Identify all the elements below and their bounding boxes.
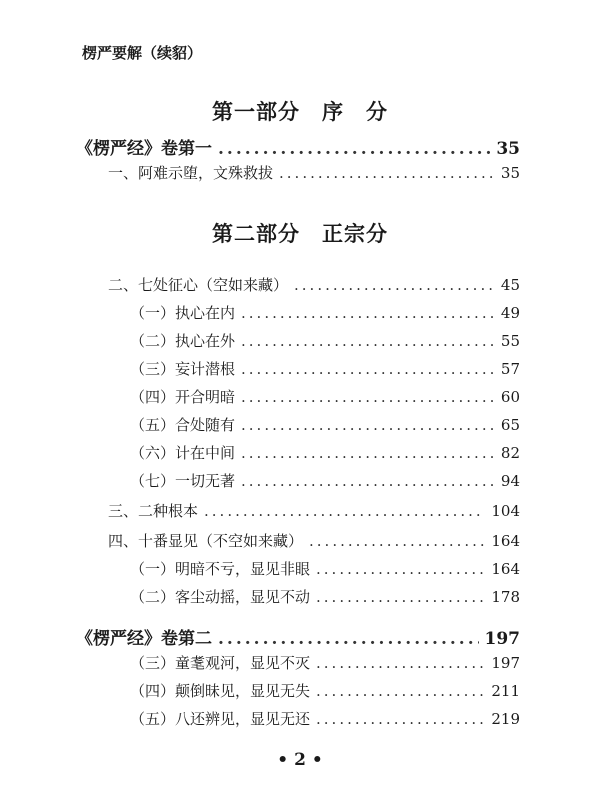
toc-entry-label: 《楞严经》卷第二 [76, 629, 212, 649]
toc-entry-label: （四）颠倒昧见，显见无失 [130, 682, 311, 700]
toc-entry[interactable] [130, 330, 520, 351]
dot-leader [316, 710, 485, 728]
toc-entry-page: 164 [491, 532, 520, 550]
dot-leader [316, 588, 485, 606]
part-title-2: 第二部分 正宗分 [212, 221, 388, 246]
toc-entry-label: （五）合处随有 [130, 416, 236, 434]
toc-entry-page: 211 [491, 682, 520, 700]
toc-entry-page: 197 [491, 654, 520, 672]
toc-entry-label: （二）执心在外 [130, 332, 236, 350]
toc-entry-page: 60 [500, 388, 520, 406]
toc-entry[interactable] [130, 358, 520, 379]
dot-leader [241, 444, 495, 462]
toc-entry-label: （一）执心在内 [130, 304, 236, 322]
toc-entry-page: 55 [500, 332, 520, 350]
toc-entry[interactable] [130, 708, 520, 729]
dot-leader [241, 472, 495, 490]
toc-entry-page: 49 [500, 304, 520, 322]
toc-entry-label: 三、二种根本 [108, 502, 199, 520]
dot-leader [294, 276, 495, 294]
toc-entry-page: 219 [491, 710, 520, 728]
dot-leader [316, 682, 485, 700]
dot-leader [218, 629, 479, 649]
toc-entry-label: 二、七处征心（空如来藏） [108, 276, 289, 294]
dot-leader [309, 532, 485, 550]
toc-entry-label: （六）计在中间 [130, 444, 236, 462]
toc-entry-page: 57 [500, 360, 520, 378]
toc-entry[interactable] [108, 162, 520, 183]
toc-entry-label: （三）妄计潜根 [130, 360, 236, 378]
page-number: • 2 • [277, 750, 323, 770]
toc-entry-volume-2[interactable] [76, 624, 520, 649]
dot-leader [241, 388, 495, 406]
toc-entry-page: 35 [496, 139, 520, 159]
dot-leader [204, 502, 485, 520]
toc-entry-page: 104 [491, 502, 520, 520]
toc-entry[interactable] [130, 442, 520, 463]
toc-entry[interactable] [108, 500, 520, 521]
toc-entry[interactable] [130, 680, 520, 701]
toc-entry[interactable] [130, 586, 520, 607]
dot-leader [241, 416, 495, 434]
toc-entry-page: 164 [491, 560, 520, 578]
toc-entry-label: （七）一切无著 [130, 472, 236, 490]
toc-entry[interactable] [130, 652, 520, 673]
toc-entry-volume-1[interactable] [76, 134, 520, 159]
dot-leader [241, 304, 495, 322]
dot-leader [316, 560, 485, 578]
toc-entry[interactable] [108, 274, 520, 295]
toc-entry[interactable] [130, 470, 520, 491]
part-title-1: 第一部分 序 分 [212, 99, 388, 124]
toc-entry-page: 197 [484, 629, 520, 649]
toc-entry[interactable] [130, 302, 520, 323]
dot-leader [316, 654, 485, 672]
toc-entry-page: 65 [500, 416, 520, 434]
toc-entry[interactable] [108, 530, 520, 551]
dot-leader [241, 360, 495, 378]
toc-entry[interactable] [130, 414, 520, 435]
dot-leader [279, 164, 495, 182]
toc-entry-page: 82 [500, 444, 520, 462]
toc-entry[interactable] [130, 558, 520, 579]
toc-entry-label: （三）童耄观河，显见不灭 [130, 654, 311, 672]
dot-leader [218, 139, 490, 159]
toc-entry-page: 94 [500, 472, 520, 490]
dot-leader [241, 332, 495, 350]
toc-entry-label: （一）明暗不亏，显见非眼 [130, 560, 311, 578]
toc-entry-label: （四）开合明暗 [130, 388, 236, 406]
toc-entry-label: 一、阿难示堕，文殊救拔 [108, 164, 274, 182]
toc-entry-page: 45 [500, 276, 520, 294]
toc-entry-label: （二）客尘动摇，显见不动 [130, 588, 311, 606]
toc-entry-label: （五）八还辨见，显见无还 [130, 710, 311, 728]
toc-entry[interactable] [130, 386, 520, 407]
toc-entry-page: 178 [491, 588, 520, 606]
toc-entry-label: 《楞严经》卷第一 [76, 139, 212, 159]
toc-entry-page: 35 [500, 164, 520, 182]
toc-entry-label: 四、十番显见（不空如来藏） [108, 532, 304, 550]
running-head: 楞严要解（续貂） [82, 44, 203, 62]
